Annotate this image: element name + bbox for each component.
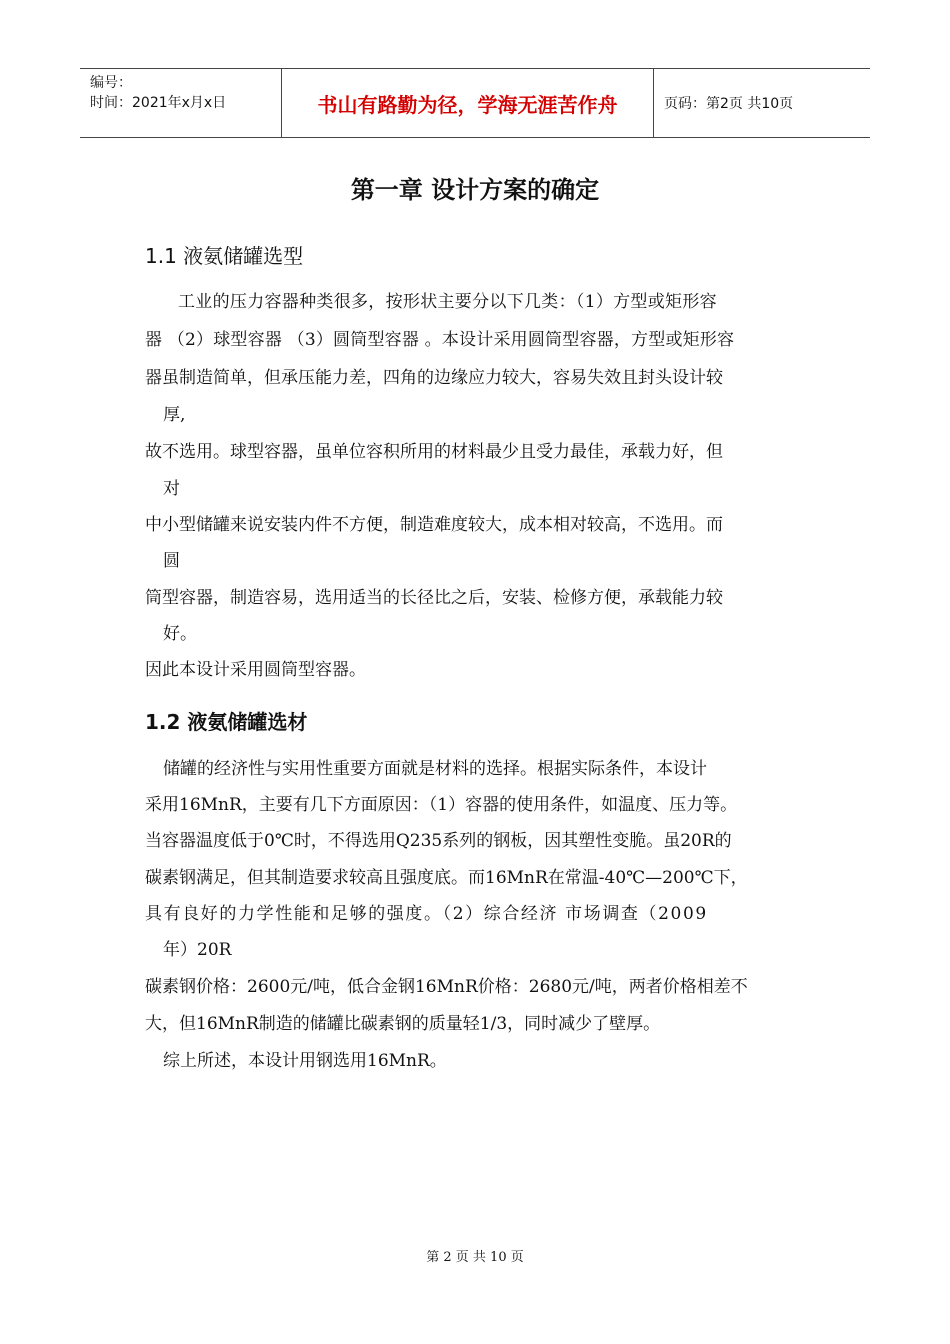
s2-line-7: 碳素钢价格：2600元/吨，低合金钢16MnR价格：2680元/吨，两者价格相差不 <box>145 977 748 997</box>
section-2-title: 1.2 液氨储罐选材 <box>145 710 308 734</box>
s1-line-11: 因此本设计采用圆筒型容器。 <box>145 660 366 680</box>
s1-line-5: 故不选用。球型容器，虽单位容积所用的材料最少且受力最佳，承载力好，但 <box>145 442 723 462</box>
s2-line-2: 采用16MnR，主要有几下方面原因：（1）容器的使用条件，如温度、压力等。 <box>145 795 738 815</box>
page-header <box>80 68 870 138</box>
s1-line-4: 厚, <box>163 405 186 425</box>
s2-line-9: 综上所述，本设计用钢选用16MnR。 <box>163 1051 447 1071</box>
s2-line-3: 当容器温度低于0℃时，不得选用Q235系列的钢板，因其塑性变脆。虽20R的 <box>145 831 732 851</box>
section-1-title: 1.1 液氨储罐选型 <box>145 244 304 268</box>
header-motto: 书山有路勤为径，学海无涯苦作舟 <box>317 92 618 117</box>
chapter-title: 第一章 设计方案的确定 <box>350 176 600 204</box>
s2-line-8: 大，但16MnR制造的储罐比碳素钢的质量轻1/3，同时减少了壁厚。 <box>145 1014 661 1034</box>
s2-line-1: 储罐的经济性与实用性重要方面就是材料的选择。根据实际条件，本设计 <box>163 759 707 779</box>
s1-line-9: 筒型容器，制造容易，选用适当的长径比之后，安装、检修方便，承载能力较 <box>145 588 723 608</box>
s1-line-10: 好。 <box>163 624 197 644</box>
s2-line-5: 具有良好的力学性能和足够的强度。（2）综合经济 市场调查（2009 <box>145 904 708 924</box>
s1-line-2: 器 （2）球型容器 （3）圆筒型容器 。本设计采用圆筒型容器，方型或矩形容 <box>145 330 735 350</box>
header-motto-cell <box>281 69 654 137</box>
code-label: 编号： <box>90 75 132 91</box>
page-footer: 第 2 页 共 10 页 <box>426 1250 524 1265</box>
s1-line-1: 工业的压力容器种类很多，按形状主要分以下几类：（1）方型或矩形容 <box>178 292 717 312</box>
header-meta <box>80 69 281 137</box>
time-label: 时间：2021年x月x日 <box>90 95 227 111</box>
header-page-cell <box>654 69 870 137</box>
s1-line-6: 对 <box>163 479 180 499</box>
s2-line-6: 年）20R <box>163 940 232 960</box>
header-page-label: 页码：第2页 共10页 <box>664 96 794 112</box>
s1-line-7: 中小型储罐来说安装内件不方便，制造难度较大，成本相对较高，不选用。而 <box>145 515 723 535</box>
s2-line-4: 碳素钢满足，但其制造要求较高且强度底。而16MnR在常温-40℃—200℃下， <box>145 868 748 888</box>
s1-line-3: 器虽制造简单，但承压能力差，四角的边缘应力较大，容易失效且封头设计较 <box>145 368 723 388</box>
s1-line-8: 圆 <box>163 551 180 571</box>
